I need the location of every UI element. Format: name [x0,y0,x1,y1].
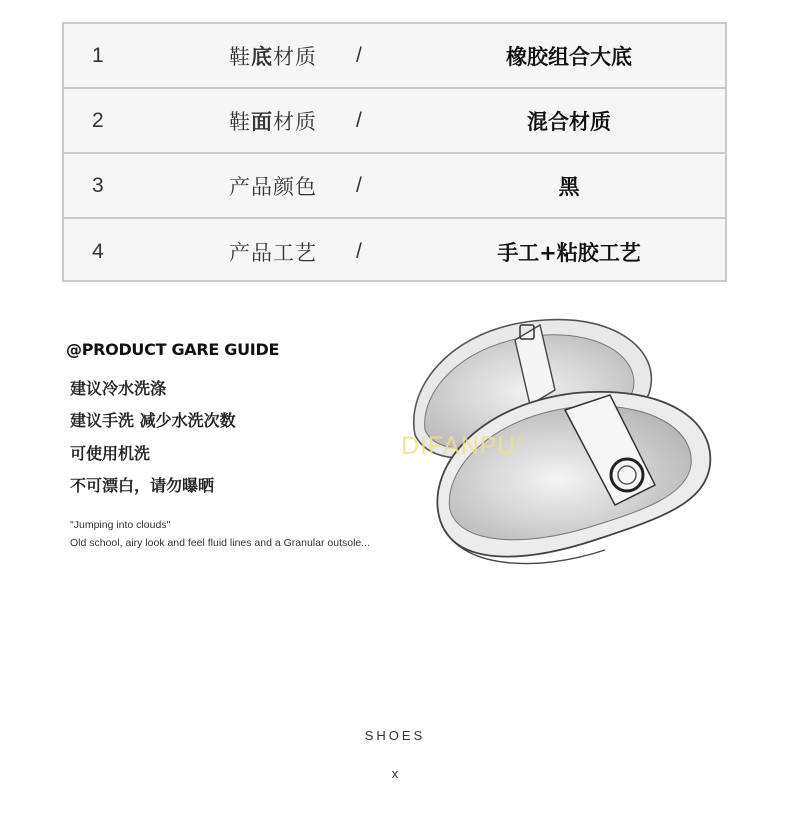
row-label: 产品工艺 [229,240,317,265]
row-number: 1 [92,43,104,67]
care-item: 不可漂白，请勿曝晒 [70,476,215,495]
care-item: 建议手洗 减少水洗次数 [70,411,236,430]
row-separator: / [356,173,362,197]
row-label: 产品颜色 [229,174,317,199]
spec-row [64,154,725,219]
spec-row [64,24,725,89]
tagline-quote: "Jumping into clouds" [70,519,171,531]
row-label: 鞋 底 材质 [229,44,317,69]
row-separator: / [356,108,362,132]
spec-row [64,89,725,154]
row-value: 混合材质 [527,109,611,134]
spec-table [62,22,727,282]
spec-row [64,219,725,284]
row-value: 手工+粘胶工艺 [497,240,641,265]
product-description: Old school, airy look and feel fluid lines and a Granular outsole... [70,537,371,549]
care-item: 可使用机洗 [70,444,151,463]
row-number: 2 [92,108,104,132]
row-number: 4 [92,239,104,263]
care-item: 建议冷水洗涤 [70,379,167,398]
brand-watermark: DIFANPU® [401,432,526,460]
row-separator: / [356,43,362,67]
row-number: 3 [92,173,104,197]
row-value: 橡胶组合大底 [506,44,632,69]
section-label: SHOES [364,728,426,743]
row-label: 鞋 面 材质 [229,109,317,134]
row-separator: / [356,239,362,263]
care-guide-title: @PRODUCT GARE GUIDE [66,340,280,359]
row-value: 黑 [558,174,580,199]
close-mark: x [391,766,399,781]
